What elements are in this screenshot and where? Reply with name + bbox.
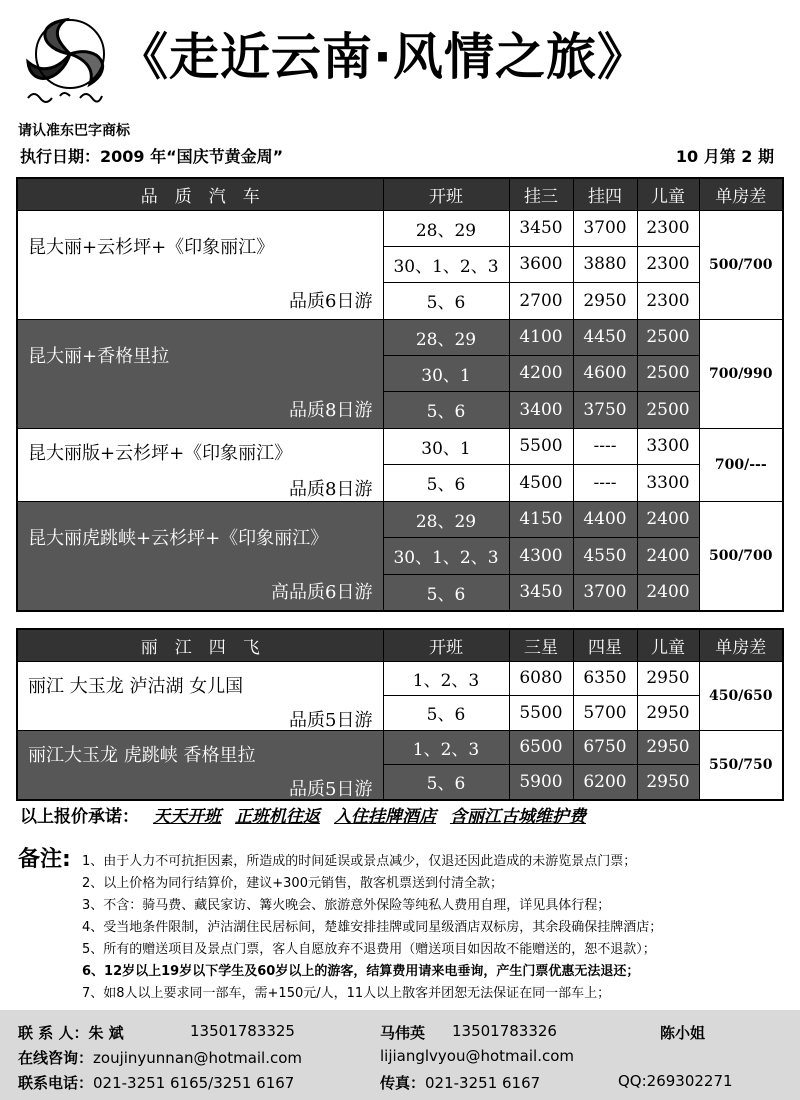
price-child: 2400 [637,501,699,538]
departure-dates: 5、6 [383,765,509,800]
route-cell [17,319,383,428]
price-3star: 4500 [509,465,573,502]
route-package: 品质6日游 [289,290,373,312]
lijiang-fly-price-table [16,628,784,801]
table-header-row [17,178,783,210]
price-4star: 4400 [573,501,637,538]
promise-item: 正班机往返 [235,807,320,827]
route-package: 品质5日游 [289,709,373,731]
single-room-supplement: 500/700 [699,210,783,319]
departure-dates: 5、6 [383,465,509,502]
note-item: 3、不含：骑马费、藏民家访、篝火晚会、旅游意外保险等纯私人费用自理，详见具体行程； [82,898,611,913]
car-tour-price-table [16,177,784,612]
price-3star: 3450 [509,210,573,246]
route-name: 昆大丽+香格里拉 [28,345,170,367]
route-package: 品质8日游 [289,478,373,500]
price-4star: 4450 [573,319,637,355]
departure-dates: 28、29 [383,501,509,538]
promise-item: 入住挂牌酒店 [334,807,436,827]
price-4star: 6350 [573,661,637,696]
table-header-row [17,629,783,661]
price-4star: 3750 [573,392,637,428]
price-3star: 6080 [509,661,573,696]
table-row [17,210,783,246]
contact-box [0,1010,800,1100]
note-item: 5、所有的赠送项目及景点门票，客人自愿放弃不退费用（赠送项目如因故不能赠送的，恕不退款）； [82,942,656,957]
route-package: 高品质6日游 [271,581,373,603]
price-child: 3300 [637,465,699,502]
price-3star: 6500 [509,730,573,765]
departure-dates: 28、29 [383,319,509,355]
tel-label: 联系电话： [18,1074,94,1092]
fax-label: 传真： [380,1074,426,1092]
price-4star: 5700 [573,696,637,731]
route-package: 品质5日游 [289,778,373,800]
departure-dates: 30、1、2、3 [383,246,509,282]
price-4star: 3700 [573,574,637,611]
route-cell [17,428,383,501]
route-name: 昆大丽+云杉坪+《印象丽江》 [28,236,275,258]
single-room-supplement: 550/750 [699,730,783,800]
promise-label: 以上报价承诺： [20,807,139,827]
header-route: 品 质 汽 车 [17,178,383,210]
route-cell [17,661,383,730]
price-4star: 4600 [573,355,637,391]
price-4star: 3880 [573,246,637,282]
price-child: 2300 [637,246,699,282]
departure-dates: 5、6 [383,696,509,731]
single-room-supplement: 450/650 [699,661,783,730]
departure-dates: 30、1 [383,428,509,465]
price-child: 2950 [637,730,699,765]
price-3star: 4300 [509,538,573,575]
header-route: 丽 江 四 飞 [17,629,383,661]
route-name: 丽江 大玉龙 泸沽湖 女儿国 [28,675,244,697]
notes-label: 备注: [18,847,71,872]
note-item: 6、12岁以上19岁以下学生及60岁以上的游客，结算费用请来电垂询，产生门票优惠无法退还； [82,964,640,979]
table-row [17,661,783,696]
header-price-3star: 三星 [509,629,573,661]
header-price-4star: 挂四 [573,178,637,210]
departure-dates: 5、6 [383,392,509,428]
route-package: 品质8日游 [289,399,373,421]
header-child: 儿童 [637,629,699,661]
header-departure: 开班 [383,178,509,210]
departure-dates: 28、29 [383,210,509,246]
note-item: 7、如8人以上要求同一部车，需+150元/人，11人以上散客并团恕无法保证在同一部车上； [82,986,611,1001]
price-3star: 5900 [509,765,573,800]
email-1[interactable]: zoujinyunnan@hotmail.com [93,1049,303,1067]
price-3star: 5500 [509,428,573,465]
departure-dates: 30、1 [383,355,509,391]
price-child: 2300 [637,283,699,319]
single-room-supplement: 700/--- [699,428,783,501]
company-logo [20,14,120,106]
price-3star: 5500 [509,696,573,731]
table-row [17,730,783,765]
price-3star: 4150 [509,501,573,538]
route-name: 昆大丽虎跳峡+云杉坪+《印象丽江》 [28,527,329,549]
contact-person-2: 马伟英 [380,1024,426,1042]
price-child: 3300 [637,428,699,465]
departure-dates: 30、1、2、3 [383,538,509,575]
price-child: 2500 [637,355,699,391]
price-child: 2400 [637,538,699,575]
note-item: 4、受当地条件限制，泸沽湖住民居标间，楚雄安排挂牌或同星级酒店双标房，其余段确保挂牌酒店； [82,920,663,935]
execution-date: 执行日期：2009 年“国庆节黄金周” [20,147,284,166]
contact-person-3: 陈小姐 [660,1024,706,1042]
single-room-supplement: 700/990 [699,319,783,428]
departure-dates: 1、2、3 [383,661,509,696]
qq-number[interactable]: QQ:269302271 [618,1072,733,1090]
price-4star: 4550 [573,538,637,575]
price-child: 2500 [637,392,699,428]
price-promise [20,802,586,827]
departure-dates: 5、6 [383,574,509,611]
contact-person-1: 朱 斌 [88,1024,124,1042]
contact-phone-2[interactable]: 13501783326 [452,1022,557,1040]
price-3star: 3450 [509,574,573,611]
price-4star: ---- [573,465,637,502]
price-child: 2950 [637,696,699,731]
route-cell [17,501,383,611]
tel-number[interactable]: 021-3251 6165/3251 6167 [93,1074,295,1092]
price-child: 2300 [637,210,699,246]
trademark-notice: 请认准东巴字商标 [18,123,130,139]
header-single-room: 单房差 [699,178,783,210]
fax-number: 021-3251 6167 [425,1074,541,1092]
promise-item: 天天开班 [153,807,221,827]
price-child: 2500 [637,319,699,355]
price-child: 2950 [637,765,699,800]
contact-person-label: 联 系 人： [18,1024,89,1042]
route-cell [17,730,383,800]
price-4star: ---- [573,428,637,465]
table-row [17,319,783,355]
header-child: 儿童 [637,178,699,210]
single-room-supplement: 500/700 [699,501,783,611]
issue-number: 10 月第 2 期 [675,147,774,166]
route-name: 昆大丽版+云杉坪+《印象丽江》 [28,442,293,464]
table-row [17,501,783,538]
promise-item: 含丽江古城维护费 [450,807,586,827]
note-item: 1、由于人力不可抗拒因素，所造成的时间延误或景点减少，仅退还因此造成的未游览景点门票； [82,854,637,869]
online-consult-label: 在线咨询： [18,1049,94,1067]
price-child: 2400 [637,574,699,611]
price-3star: 4200 [509,355,573,391]
price-4star: 2950 [573,283,637,319]
header-single-room: 单房差 [699,629,783,661]
price-3star: 3400 [509,392,573,428]
page-title: 《走近云南·风情之旅》 [118,28,648,86]
table-row [17,428,783,465]
price-4star: 6200 [573,765,637,800]
price-3star: 4100 [509,319,573,355]
departure-dates: 1、2、3 [383,730,509,765]
departure-dates: 5、6 [383,283,509,319]
contact-phone-1[interactable]: 13501783325 [190,1022,295,1040]
price-4star: 6750 [573,730,637,765]
price-3star: 2700 [509,283,573,319]
route-cell [17,210,383,319]
header-departure: 开班 [383,629,509,661]
email-2[interactable]: lijianglvyou@hotmail.com [380,1047,575,1065]
header-price-4star: 四星 [573,629,637,661]
note-item: 2、以上价格为同行结算价，建议+300元销售，散客机票送到付清全款； [82,876,503,891]
price-child: 2950 [637,661,699,696]
header-price-3star: 挂三 [509,178,573,210]
price-4star: 3700 [573,210,637,246]
route-name: 丽江大玉龙 虎跳峡 香格里拉 [28,744,256,766]
price-3star: 3600 [509,246,573,282]
